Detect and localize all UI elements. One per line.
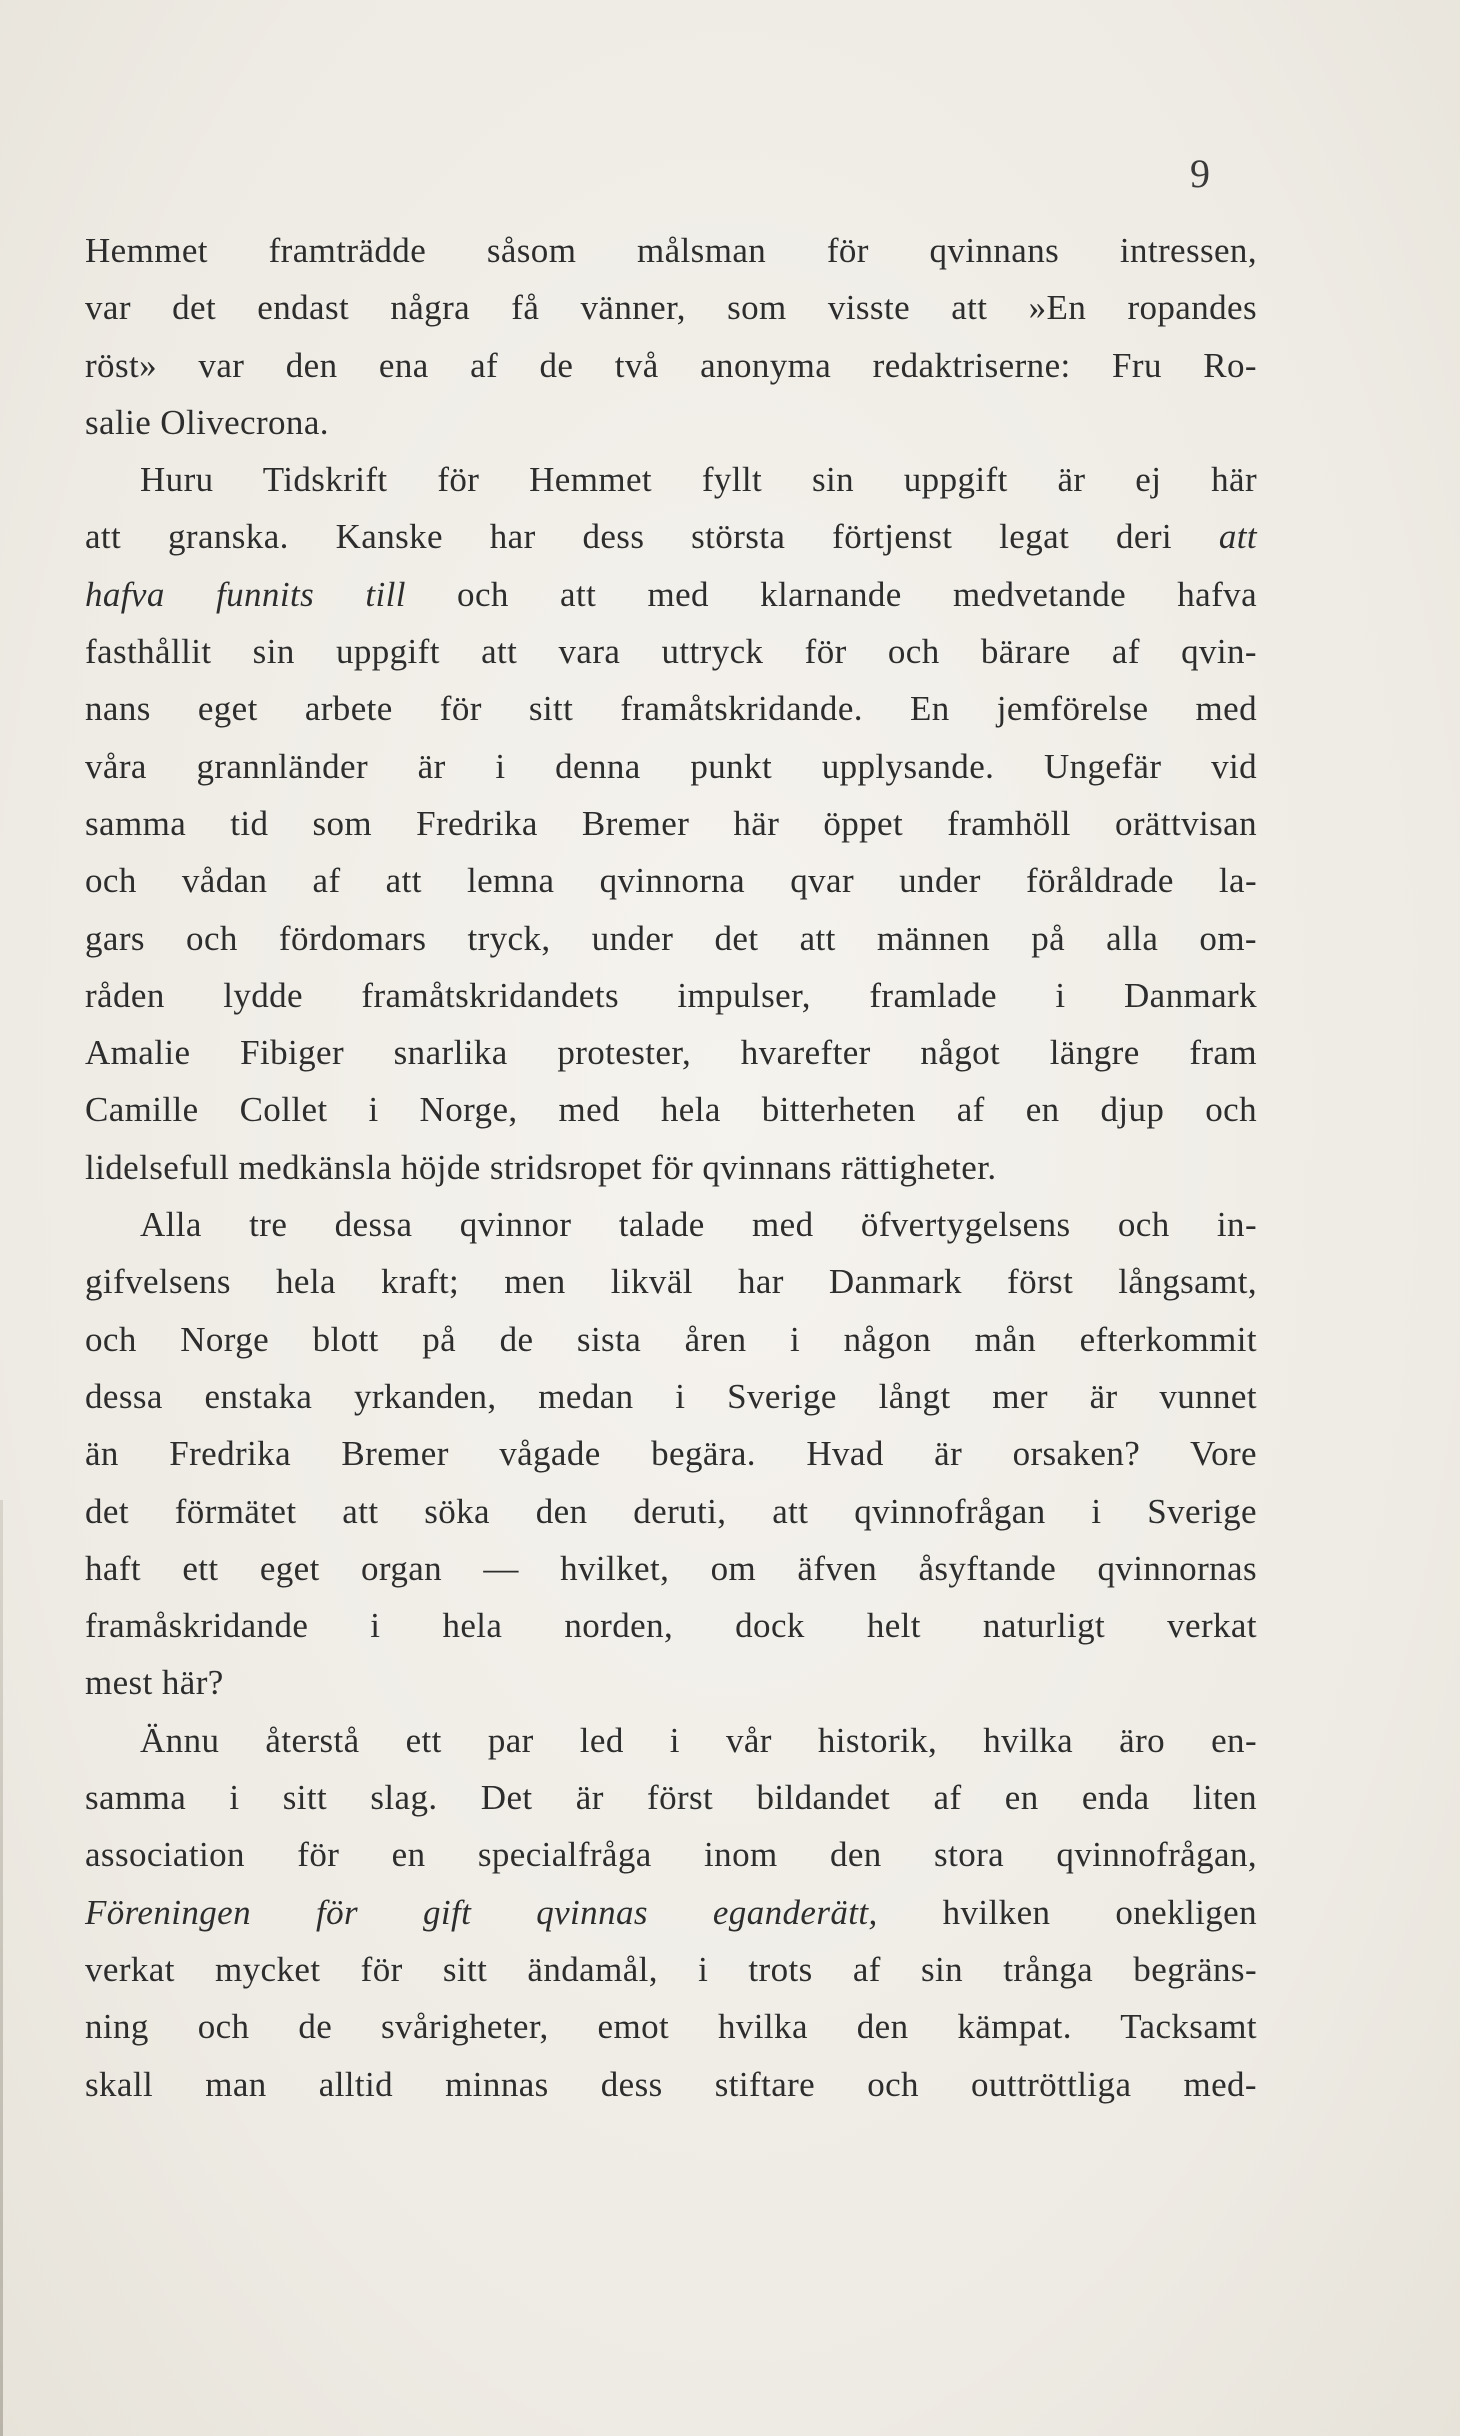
text-segment: gifvelsens hela kraft; men likväl har Danmark först långsamt, xyxy=(85,1262,1257,1302)
text-line xyxy=(85,623,1257,680)
italic-text: Föreningen för gift qvinnas eganderätt, xyxy=(85,1892,878,1932)
text-line xyxy=(85,1826,1257,1883)
text-line xyxy=(85,279,1257,336)
text-segment: våra grannländer är i denna punkt upplysande. Ungefär vid xyxy=(85,746,1257,786)
text-line xyxy=(85,1998,1257,2055)
text-segment: association för en specialfråga inom den stora qvinnofrågan, xyxy=(85,1835,1257,1875)
text-segment: råden lydde framåtskridandets impulser, framlade i Danmark xyxy=(85,975,1257,1015)
text-line xyxy=(85,1368,1257,1425)
text-segment: mest här? xyxy=(85,1663,224,1703)
text-line xyxy=(85,337,1257,394)
text-segment: Ännu återstå ett par led i vår historik, hvilka äro en- xyxy=(140,1720,1257,1760)
text-line xyxy=(85,1253,1257,1310)
page-edge-shadow xyxy=(0,1500,3,2436)
text-segment: och vådan af att lemna qvinnorna qvar under föråldrade la- xyxy=(85,861,1257,901)
text-segment: gars och fördomars tryck, under det att männen på alla om- xyxy=(85,918,1257,958)
italic-text: att xyxy=(1218,517,1257,557)
text-segment: samma i sitt slag. Det är först bildandet af en enda liten xyxy=(85,1778,1257,1818)
text-line xyxy=(85,394,1257,451)
text-line xyxy=(85,1311,1257,1368)
text-segment: lidelsefull medkänsla höjde stridsropet för qvinnans rättigheter. xyxy=(85,1147,997,1187)
text-line xyxy=(85,1425,1257,1482)
text-segment: och att med klarnande medvetande hafva xyxy=(405,574,1258,614)
text-line xyxy=(85,1196,1257,1253)
text-segment: dessa enstaka yrkanden, medan i Sverige långt mer är vunnet xyxy=(85,1376,1257,1416)
text-line xyxy=(85,1654,1257,1711)
italic-text: hafva funnits till xyxy=(85,574,406,614)
text-segment: fasthållit sin uppgift att vara uttryck för och bärare af qvin- xyxy=(85,632,1257,672)
text-segment: det förmätet att söka den deruti, att qvinnofrågan i Sverige xyxy=(85,1491,1257,1531)
text-segment: samma tid som Fredrika Bremer här öppet framhöll orättvisan xyxy=(85,803,1257,843)
text-line xyxy=(85,1597,1257,1654)
text-segment: än Fredrika Bremer vågade begära. Hvad är orsaken? Vore xyxy=(85,1434,1257,1474)
text-segment: var det endast några få vänner, som visste att »En ropandes xyxy=(85,288,1257,328)
text-segment: salie Olivecrona. xyxy=(85,402,329,442)
text-line xyxy=(85,1941,1257,1998)
text-segment: Camille Collet i Norge, med hela bitterheten af en djup och xyxy=(85,1090,1257,1130)
text-segment: verkat mycket för sitt ändamål, i trots af sin trånga begräns- xyxy=(85,1949,1257,1989)
text-segment: framåskridande i hela norden, dock helt naturligt verkat xyxy=(85,1606,1257,1646)
text-line xyxy=(85,1540,1257,1597)
text-line xyxy=(85,680,1257,737)
text-line xyxy=(85,1139,1257,1196)
text-segment: nans eget arbete för sitt framåtskridande. En jemförelse med xyxy=(85,689,1257,729)
text-line xyxy=(85,1081,1257,1138)
text-line xyxy=(85,1024,1257,1081)
text-segment: Amalie Fibiger snarlika protester, hvarefter något längre fram xyxy=(85,1033,1257,1073)
body-text xyxy=(85,222,1257,2113)
page-number: 9 xyxy=(1190,151,1210,196)
text-line xyxy=(85,967,1257,1024)
text-segment: röst» var den ena af de två anonyma redaktriserne: Fru Ro- xyxy=(85,345,1257,385)
text-line xyxy=(85,2056,1257,2113)
text-line xyxy=(85,508,1257,565)
text-segment: ning och de svårigheter, emot hvilka den kämpat. Tacksamt xyxy=(85,2007,1257,2047)
text-segment: att granska. Kanske har dess största förtjenst legat deri xyxy=(85,517,1219,557)
text-line xyxy=(85,738,1257,795)
text-segment: skall man alltid minnas dess stiftare och outtröttliga med- xyxy=(85,2064,1257,2104)
text-segment: Huru Tidskrift för Hemmet fyllt sin uppgift är ej här xyxy=(140,460,1257,500)
text-segment: Alla tre dessa qvinnor talade med öfvertygelsens och in- xyxy=(140,1205,1257,1245)
text-line xyxy=(85,910,1257,967)
text-line xyxy=(85,852,1257,909)
text-segment: hvilken onekligen xyxy=(877,1892,1257,1932)
text-line xyxy=(85,566,1257,623)
text-line xyxy=(85,451,1257,508)
text-line xyxy=(85,1769,1257,1826)
text-segment: Hemmet framträdde såsom målsman för qvinnans intressen, xyxy=(85,231,1257,270)
text-line xyxy=(85,1884,1257,1941)
text-line xyxy=(85,795,1257,852)
text-segment: haft ett eget organ — hvilket, om äfven åsyftande qvinnornas xyxy=(85,1548,1257,1588)
text-line xyxy=(85,1712,1257,1769)
text-line xyxy=(85,1483,1257,1540)
text-line xyxy=(85,222,1257,279)
text-segment: och Norge blott på de sista åren i någon mån efterkommit xyxy=(85,1319,1257,1359)
